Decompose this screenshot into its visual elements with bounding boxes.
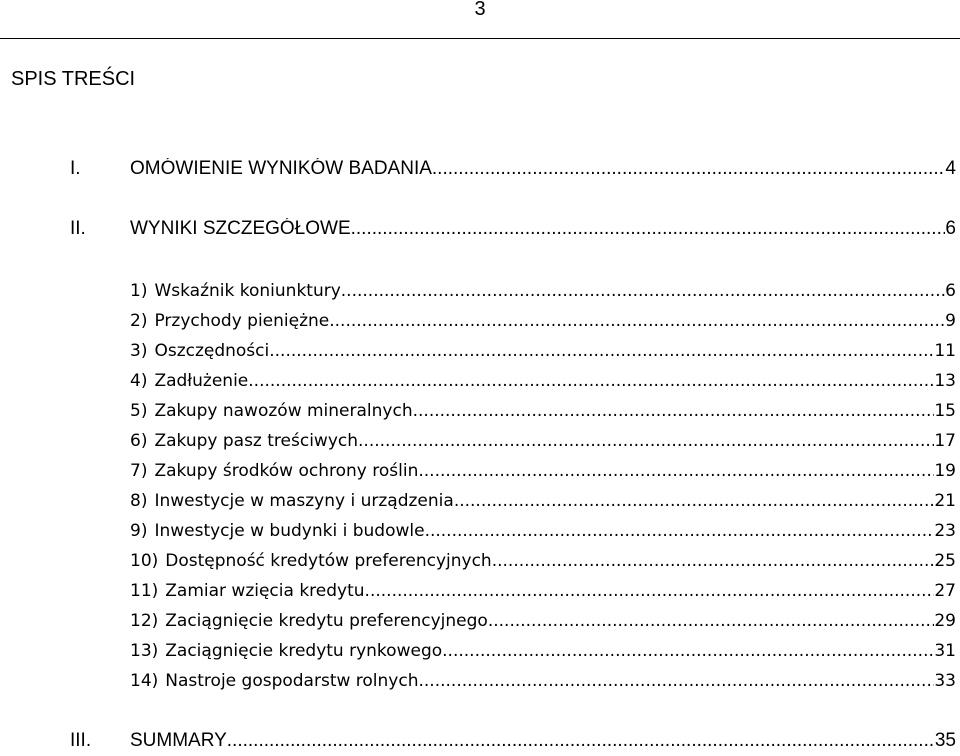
toc-entry-label: Inwestycje w maszyny i urządzenia: [154, 491, 454, 511]
toc-entry-subsection-6[interactable]: [130, 431, 956, 451]
toc-dot-leader: [488, 611, 935, 631]
toc-entry-label: WYNIKI SZCZEGÓŁOWE: [130, 218, 351, 239]
toc-entry-subsection-13[interactable]: [130, 641, 956, 661]
toc-entry-number: 11): [130, 581, 159, 601]
toc-dot-leader: [269, 341, 934, 361]
toc-entry-subsection-10[interactable]: [130, 551, 956, 571]
toc-dot-leader: [413, 401, 935, 421]
toc-entry-page: 6: [945, 218, 956, 239]
toc-entry-label: Przychody pieniężne: [154, 311, 330, 331]
toc-entry-number: 9): [130, 521, 148, 541]
toc-entry-number: III.: [70, 730, 92, 751]
toc-entry-label: Dostępność kredytów preferencyjnych: [165, 551, 492, 571]
toc-entry-page: 11: [934, 341, 956, 361]
toc-entry-label: Zaciągnięcie kredytu preferencyjnego: [165, 611, 488, 631]
toc-entry-number: 4): [130, 371, 148, 391]
toc-dot-leader: [248, 371, 934, 391]
toc-entry-section-3[interactable]: [70, 730, 956, 752]
toc-entry-page: 33: [934, 671, 956, 691]
toc-entry-page: 35: [934, 730, 956, 751]
toc-entry-number: II.: [70, 218, 86, 239]
toc-dot-leader: [432, 158, 946, 180]
toc-entry-subsection-1[interactable]: [130, 281, 956, 301]
toc-entry-label: Inwestycje w budynki i budowle: [154, 521, 425, 541]
toc-dot-leader: [358, 431, 934, 451]
toc-entry-page: 25: [934, 551, 956, 571]
toc-entry-subsection-14[interactable]: [130, 671, 956, 691]
toc-entry-label: OMÓWIENIE WYNIKÓW BADANIA: [130, 158, 432, 179]
toc-entry-section-2[interactable]: [70, 218, 956, 240]
toc-dot-leader: [418, 461, 934, 481]
toc-dot-leader: [227, 730, 935, 752]
toc-dot-leader: [351, 218, 946, 240]
toc-entry-page: 23: [934, 521, 956, 541]
toc-dot-leader: [442, 641, 934, 661]
toc-entry-number: 1): [130, 281, 148, 301]
toc-entry-label: Nastroje gospodarstw rolnych: [165, 671, 419, 691]
toc-entry-page: 27: [934, 581, 956, 601]
toc-entry-label: SUMMARY: [130, 730, 227, 751]
toc-entry-number: 3): [130, 341, 148, 361]
toc-entry-page: 9: [945, 311, 956, 331]
toc-entry-page: 13: [934, 371, 956, 391]
toc-entry-label: Zaciągnięcie kredytu rynkowego: [165, 641, 443, 661]
toc-entry-subsection-12[interactable]: [130, 611, 956, 631]
toc-dot-leader: [454, 491, 935, 511]
toc-entry-page: 31: [934, 641, 956, 661]
toc-entry-page: 21: [934, 491, 956, 511]
toc-entry-label: Zakupy pasz treściwych: [154, 431, 359, 451]
toc-dot-leader: [425, 521, 935, 541]
toc-entry-number: 10): [130, 551, 159, 571]
toc-entry-label: Zamiar wzięcia kredytu: [165, 581, 365, 601]
toc-entry-subsection-7[interactable]: [130, 461, 956, 481]
toc-entry-label: Zakupy środków ochrony roślin: [154, 461, 419, 481]
toc-entry-number: 12): [130, 611, 159, 631]
toc-entry-subsection-5[interactable]: [130, 401, 956, 421]
toc-entry-page: 19: [934, 461, 956, 481]
page-number: 3: [474, 0, 486, 20]
toc-dot-leader: [492, 551, 935, 571]
toc-entry-subsection-4[interactable]: [130, 371, 956, 391]
toc-entry-page: 15: [934, 401, 956, 421]
toc-entry-label: Wskaźnik koniunktury: [154, 281, 341, 301]
toc-entry-page: 4: [945, 158, 956, 179]
toc-entry-subsection-3[interactable]: [130, 341, 956, 361]
toc-dot-leader: [341, 281, 945, 301]
toc-entry-number: 6): [130, 431, 148, 451]
toc-entry-number: 5): [130, 401, 148, 421]
toc-entry-subsection-11[interactable]: [130, 581, 956, 601]
toc-entry-page: 17: [934, 431, 956, 451]
toc-entry-number: 7): [130, 461, 148, 481]
toc-entry-page: 29: [934, 611, 956, 631]
header-divider: [0, 38, 960, 39]
toc-entry-subsection-2[interactable]: [130, 311, 956, 331]
toc-entry-number: 8): [130, 491, 148, 511]
toc-entry-number: 13): [130, 641, 159, 661]
toc-entry-label: Zadłużenie: [154, 371, 249, 391]
toc-entry-number: I.: [70, 158, 81, 179]
toc-dot-leader: [365, 581, 935, 601]
toc-entry-section-1[interactable]: [70, 158, 956, 180]
toc-entry-subsection-8[interactable]: [130, 491, 956, 511]
toc-entry-label: Zakupy nawozów mineralnych: [154, 401, 413, 421]
toc-entry-label: Oszczędności: [154, 341, 270, 361]
toc-entry-subsection-9[interactable]: [130, 521, 956, 541]
toc-dot-leader: [329, 311, 945, 331]
toc-entry-number: 14): [130, 671, 159, 691]
toc-entry-page: 6: [945, 281, 956, 301]
toc-title: SPIS TREŚCI: [11, 68, 136, 90]
toc-entry-number: 2): [130, 311, 148, 331]
toc-dot-leader: [419, 671, 935, 691]
